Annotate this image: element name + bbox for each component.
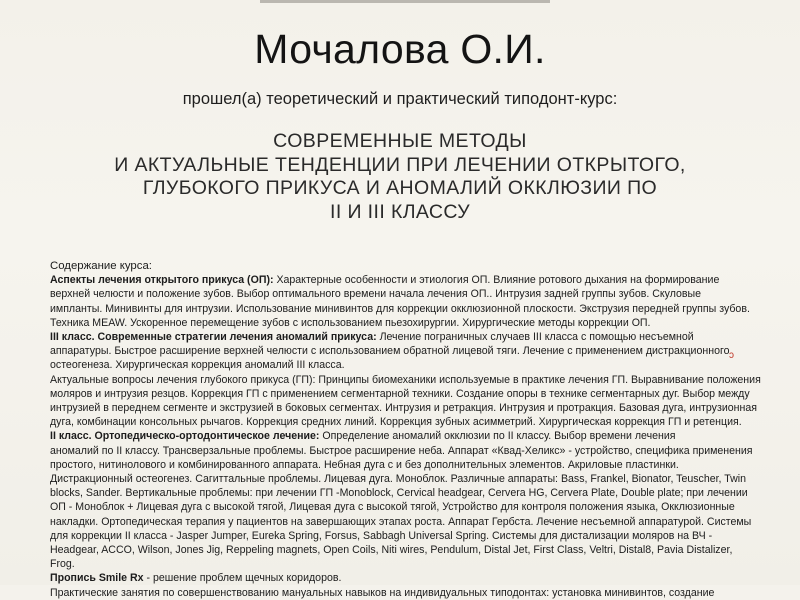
content-line-text: blocks, Sander. Вертикальные проблемы: при лечении ГП -Monoblock, Cervical headgear, Cervera HG, Cervera Plate, Double plate; при лечении (50, 487, 748, 500)
content-line-text: накладки. Ортопедическая терапия у пациентов на завершающих этапах роста. Аппарат Гербста. Лечение несъемной аппаратурой. Системы (50, 515, 752, 528)
content-line-text: Frog. (50, 558, 75, 571)
course-title-line: И АКТУАЛЬНЫЕ ТЕНДЕНЦИИ ПРИ ЛЕЧЕНИИ ОТКРЫТОГО, (114, 153, 686, 176)
content-line-text: верхней челюсти и положение зубов. Выбор оптимального времени начала лечения ОП.. Интрузия задней группы зубов. Скуловые (50, 288, 702, 301)
content-line-text: для коррекции II класса - Jasper Jumper, Eureka Spring, Forsus, Sabbagh Universal Spring. Системы для дистализации моляров на ВЧ - (50, 529, 713, 542)
content-line-bold: II класс. Ортопедическо-ортодонтическое лечение: (50, 430, 320, 443)
content-line (50, 472, 766, 486)
content-line (50, 571, 766, 585)
content-line (50, 401, 766, 415)
content-line-text: Характерные особенности и этиология ОП. Влияние ротового дыхания на формирование (273, 274, 720, 287)
content-line-text: Определение аномалий окклюзии по II классу. Выбор времени лечения (319, 430, 676, 443)
content-line (50, 415, 766, 429)
content-line-text: ОП - Моноблок + Лицевая дуга с высокой тягой, Лицевая дуга с высокой тягой, Устройство для контроля положения языка, Окклюзионные (50, 501, 735, 514)
contents-lines (50, 273, 766, 600)
course-contents (50, 259, 766, 600)
content-line-bold: Аспекты лечения открытого прикуса (ОП): (50, 274, 274, 287)
content-line-text: Техника MEAW. Ускоренное перемещение зубов с использованием пьезохирургии. Хирургические методы коррекции ОП. (50, 316, 651, 329)
content-line (50, 500, 766, 514)
content-line (50, 344, 766, 358)
content-line (50, 429, 766, 443)
content-line-text: интрузией в переднем сегменте и экструзией в боковых сегментах. Интрузия и ретракция. Интрузия и протракция. Базовая дуга, интрузионная (50, 402, 757, 415)
content-line-text: простого, нитинолового и комбинированного аппарата. Небная дуга с и без дополнительных элементов. Акриловые пластинки. (50, 458, 679, 471)
content-line (50, 543, 766, 557)
content-line (50, 557, 766, 571)
content-line (50, 387, 766, 401)
course-title-line: ГЛУБОКОГО ПРИКУСА И АНОМАЛИЙ ОККЛЮЗИИ ПО (142, 177, 658, 199)
content-line-text: Практические занятия по совершенствованию мануальных навыков на индивидуальных типодонтах: установка минивинтов, создание (50, 586, 715, 599)
completion-statement: прошел(а) теоретический и практический типодонт-курс: (182, 90, 618, 108)
content-line-text: Headgear, ACCO, Wilson, Jones Jig, Reppeling magnets, Open Coils, Niti wires, Pendulum, Distal Jet, First Class, Veltri, Distal8, Pavia Distalizer, (50, 544, 733, 557)
content-line-text: Дистракционный остеогенез. Сагиттальные проблемы. Лицевая дуга. Моноблок. Различные аппараты: Bass, Frankel, Bionator, Teuscher, Twin (50, 473, 747, 486)
content-line-text: дуга, комбинации консольных рычагов. Коррекция средних линий. Коррекция зубных асимметрий. Хирургическая коррекция ГП и ретенция. (50, 416, 742, 429)
recipient-name: Мочалова О.И. (254, 26, 546, 72)
content-line-text: Лечение пограничных случаев III класса с помощью несъемной (376, 331, 694, 344)
course-title (0, 130, 800, 224)
content-line (50, 287, 766, 301)
ink-mark: ↄ (729, 350, 734, 361)
content-line (50, 444, 766, 458)
content-line-text: аппаратуры. Быстрое расширение верхней челюсти с использованием обратной лицевой тяги. Лечение с применением дистракционного (50, 345, 730, 358)
content-line (50, 486, 766, 500)
content-line-bold: Пропись Smile Rx (50, 572, 144, 585)
content-line-text: - решение проблем щечных коридоров. (143, 572, 342, 585)
content-line (50, 458, 766, 472)
content-line (50, 586, 766, 600)
top-edge-strip (260, 0, 550, 3)
content-line-text: аномалий по II классу. Трансверзальные проблемы. Быстрое расширение неба. Аппарат «Квад-Хеликс» - устройство, специфика применения (50, 444, 753, 457)
content-line (50, 273, 766, 287)
content-line-bold: III класс. Современные стратегии лечения аномалий прикуса: (50, 331, 377, 344)
content-line (50, 358, 766, 372)
content-line (50, 529, 766, 543)
content-line-text: Актуальные вопросы лечения глубокого прикуса (ГП): Принципы биомеханики используемые в практике лечения ГП. Выравнивание положения (50, 373, 761, 386)
content-line (50, 373, 766, 387)
course-title-line: II И III КЛАССУ (330, 200, 470, 223)
contents-heading: Содержание курса: (50, 260, 152, 272)
course-title-line: СОВРЕМЕННЫЕ МЕТОДЫ (273, 130, 527, 152)
content-line (50, 302, 766, 316)
content-line (50, 316, 766, 330)
content-line-text: остеогенеза. Хирургическая коррекция аномалий III класса. (50, 359, 345, 372)
content-line-text: импланты. Минивинты для интрузии. Использование минивинтов для коррекции окклюзионной плоскости. Экструзия передней группы зубов. (50, 302, 750, 315)
content-line-text: моляров и интрузия резцов. Коррекция ГП с применением сегментарной техники. Создание опоры в технике сегментарных дуг. Выбор между (50, 387, 750, 400)
content-line (50, 330, 766, 344)
content-line (50, 515, 766, 529)
